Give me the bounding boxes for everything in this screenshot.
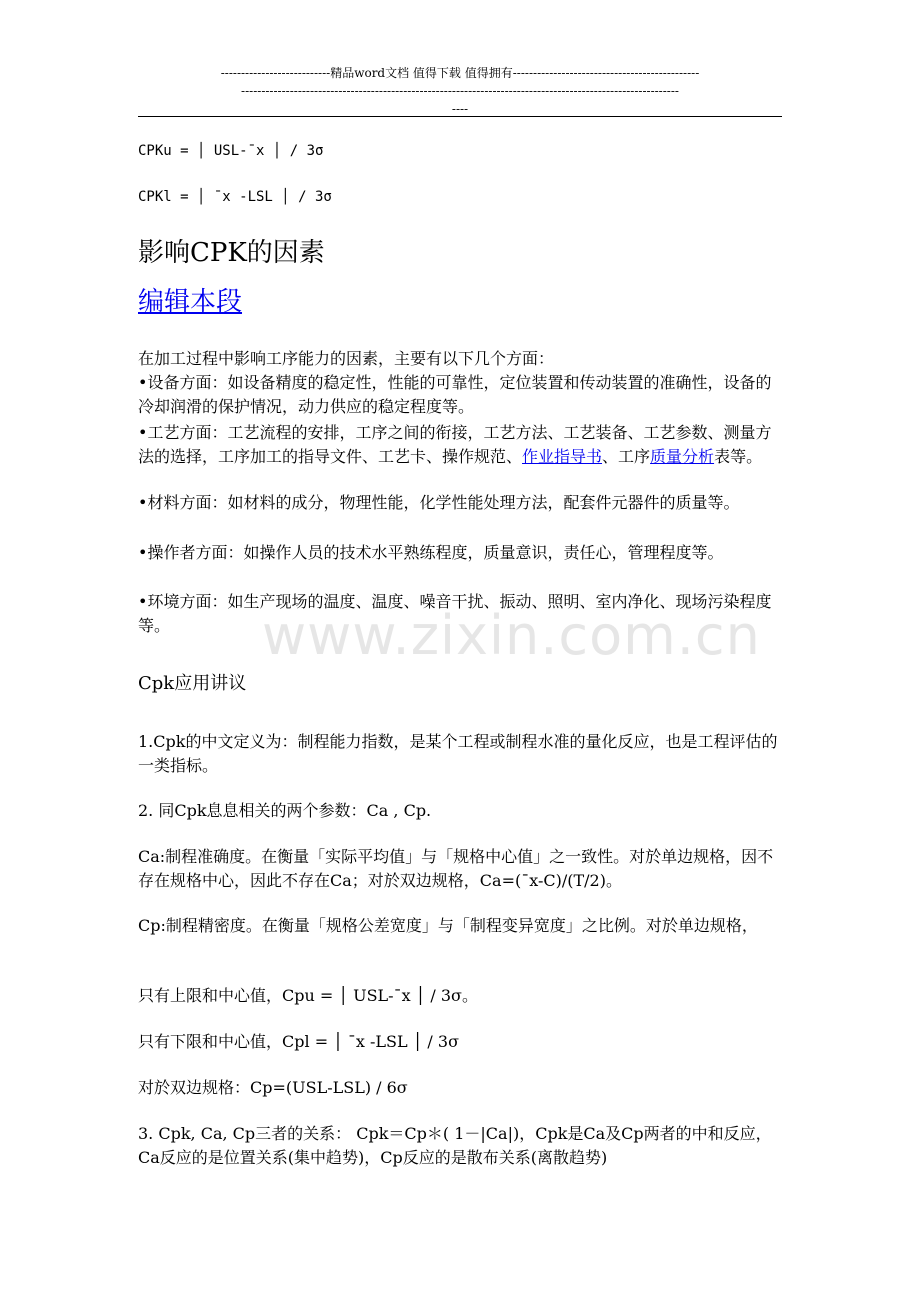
section-title: 影响CPK的因素 xyxy=(138,238,325,268)
watermark: www.zixin.com.cn xyxy=(262,604,761,667)
factor-process-text-b: 、工序 xyxy=(602,447,651,466)
work-instruction-link[interactable]: 作业指导书 xyxy=(522,447,603,466)
item-definition: 1.Cpk的中文定义为：制程能力指数，是某个工程或制程水准的量化反应，也是工程评估的一类指标。 xyxy=(138,732,778,775)
item-cpu: 只有上限和中心值，Cpu = │ USL-¯x │ / 3σ。 xyxy=(138,986,478,1005)
formula-cpkl: CPKl = │ ¯x -LSL │ / 3σ xyxy=(138,189,332,205)
item-relation: 3. Cpk, Ca, Cp三者的关系： Cpk＝Cp＊( 1－|Ca|)，Cpk是Ca及Cp两者的中和反应，Ca反应的是位置关系(集中趋势)，Cp反应的是散布关系(离散趋势) xyxy=(138,1124,772,1167)
header-line-1: ---------------------------精品word文档 值得下载 值得拥有---------------------------------------------- xyxy=(220,66,700,80)
factors-intro: 在加工过程中影响工序能力的因素，主要有以下几个方面： xyxy=(138,349,555,368)
item-cp: Cp:制程精密度。在衡量「规格公差宽度」与「制程变异宽度」之比例。对於单边规格， xyxy=(138,916,758,935)
page-header xyxy=(138,64,782,118)
item-double-sided: 对於双边规格：Cp=(USL-LSL) / 6σ xyxy=(138,1078,408,1097)
header-line-2: ------------------------------------------------------------------------------------------------------------ xyxy=(241,84,679,98)
item-cpl: 只有下限和中心值，Cpl = │ ¯x -LSL │ / 3σ xyxy=(138,1032,460,1051)
cpk-application-title: Cpk应用讲议 xyxy=(138,673,247,694)
quality-analysis-link[interactable]: 质量分析 xyxy=(650,447,715,466)
factor-environment: •环境方面：如生产现场的温度、温度、噪音干扰、振动、照明、室内净化、现场污染程度等。 xyxy=(138,592,772,635)
formula-cpku: CPKu = │ USL-¯x │ / 3σ xyxy=(138,143,324,159)
factor-operator: •操作者方面：如操作人员的技术水平熟练程度，质量意识，责任心，管理程度等。 xyxy=(138,543,724,562)
factor-material: •材料方面：如材料的成分，物理性能，化学性能处理方法，配套件元器件的质量等。 xyxy=(138,493,740,512)
item-ca: Ca:制程准确度。在衡量「实际平均值」与「规格中心值」之一致性。对於单边规格，因不存在规格中心，因此不存在Ca；对於双边规格，Ca=(¯x-C)/(T/2)。 xyxy=(138,847,774,890)
factor-process-text-a: •工艺方面：工艺流程的安排，工序之间的衔接，工艺方法、工艺装备、工艺参数、测量方法的选择，工序加工的指导文件、工艺卡、操作规范、 xyxy=(138,423,772,466)
edit-section-link[interactable]: 编辑本段 xyxy=(138,287,243,317)
factor-process-text-c: 表等。 xyxy=(714,447,763,466)
header-line-3: ---- xyxy=(451,102,469,116)
header-rule xyxy=(138,116,782,117)
item-parameters: 2. 同Cpk息息相关的两个参数：Ca , Cp. xyxy=(138,801,432,820)
factor-equipment: •设备方面：如设备精度的稳定性，性能的可靠性，定位装置和传动装置的准确性，设备的冷却润滑的保护情况，动力供应的稳定程度等。 xyxy=(138,373,772,416)
factor-process xyxy=(138,421,782,469)
